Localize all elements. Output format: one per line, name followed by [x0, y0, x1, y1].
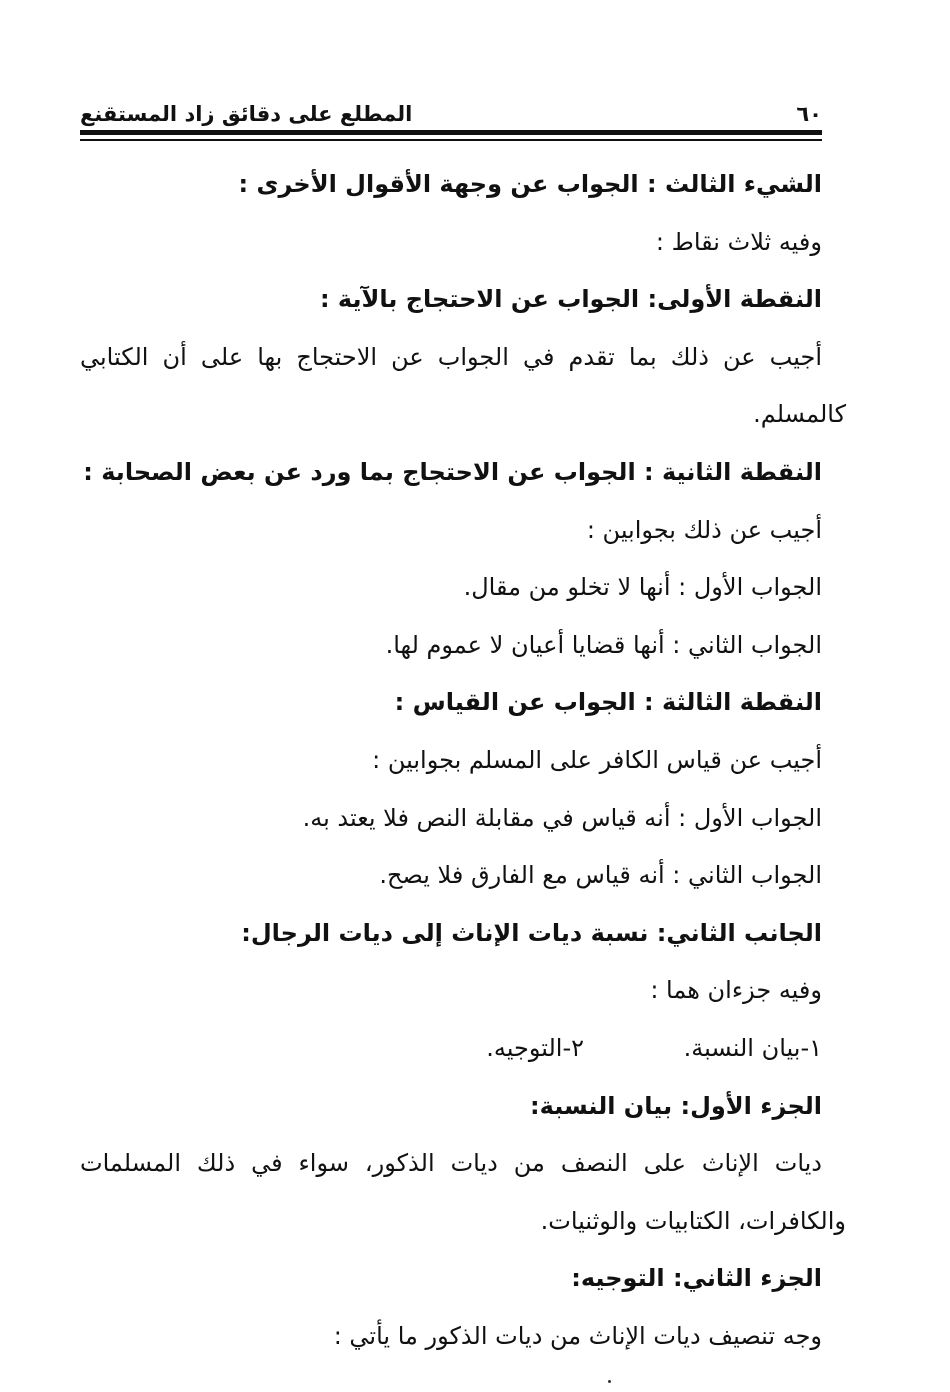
paragraph-line: الجواب الثاني : أنه قياس مع الفارق فلا يصح.	[379, 861, 822, 890]
section-heading: الجانب الثاني: نسبة ديات الإناث إلى ديات الرجال:	[241, 918, 822, 947]
scan-speck	[608, 1380, 611, 1383]
subsection-heading: النقطة الأولى: الجواب عن الاحتجاج بالآية :	[319, 285, 822, 314]
page-number: ٦٠	[796, 102, 822, 126]
subsection-heading: النقطة الثالثة : الجواب عن القياس :	[394, 688, 822, 717]
paragraph-line: أجيب عن ذلك بما تقدم في الجواب عن الاحتجاج بها على أن الكتابي	[80, 342, 822, 371]
paragraph-line: الجواب الثاني : أنها قضايا أعيان لا عموم لها.	[385, 630, 822, 659]
list-item: ١-بيان النسبة.	[683, 1033, 822, 1062]
paragraph-line: أجيب عن ذلك بجوابين :	[586, 515, 822, 544]
paragraph-line: الجواب الأول : أنها لا تخلو من مقال.	[463, 573, 822, 602]
paragraph-line: والكافرات، الكتابيات والوثنيات.	[540, 1206, 846, 1235]
running-header	[80, 92, 822, 126]
book-title: المطلع على دقائق زاد المستقنع	[80, 102, 413, 126]
subsection-heading: الجزء الأول: بيان النسبة:	[530, 1091, 822, 1120]
paragraph-line: كالمسلم.	[753, 400, 846, 429]
paragraph-line: الجواب الأول : أنه قياس في مقابلة النص فلا يعتد به.	[302, 803, 822, 832]
list-item: ٢-التوجيه.	[486, 1033, 584, 1062]
subsection-heading: الجزء الثاني: التوجيه:	[571, 1264, 822, 1293]
paragraph-line: وفيه ثلاث نقاط :	[655, 227, 822, 256]
header-rule-thick	[80, 130, 822, 135]
paragraph-line: وجه تنصيف ديات الإناث من ديات الذكور ما يأتي :	[333, 1321, 822, 1350]
paragraph-line: ديات الإناث على النصف من ديات الذكور، سواء في ذلك المسلمات	[80, 1149, 822, 1178]
paragraph-line: وفيه جزءان هما :	[650, 976, 822, 1005]
subsection-heading: النقطة الثانية : الجواب عن الاحتجاج بما ورد عن بعض الصحابة :	[83, 457, 822, 486]
enumerated-list	[80, 1020, 822, 1078]
paragraph-line: أجيب عن قياس الكافر على المسلم بجوابين :	[372, 745, 822, 774]
section-heading: الشيء الثالث : الجواب عن وجهة الأقوال الأخرى :	[238, 170, 822, 198]
body-text	[80, 156, 846, 1365]
header-rule-thin	[80, 139, 822, 141]
